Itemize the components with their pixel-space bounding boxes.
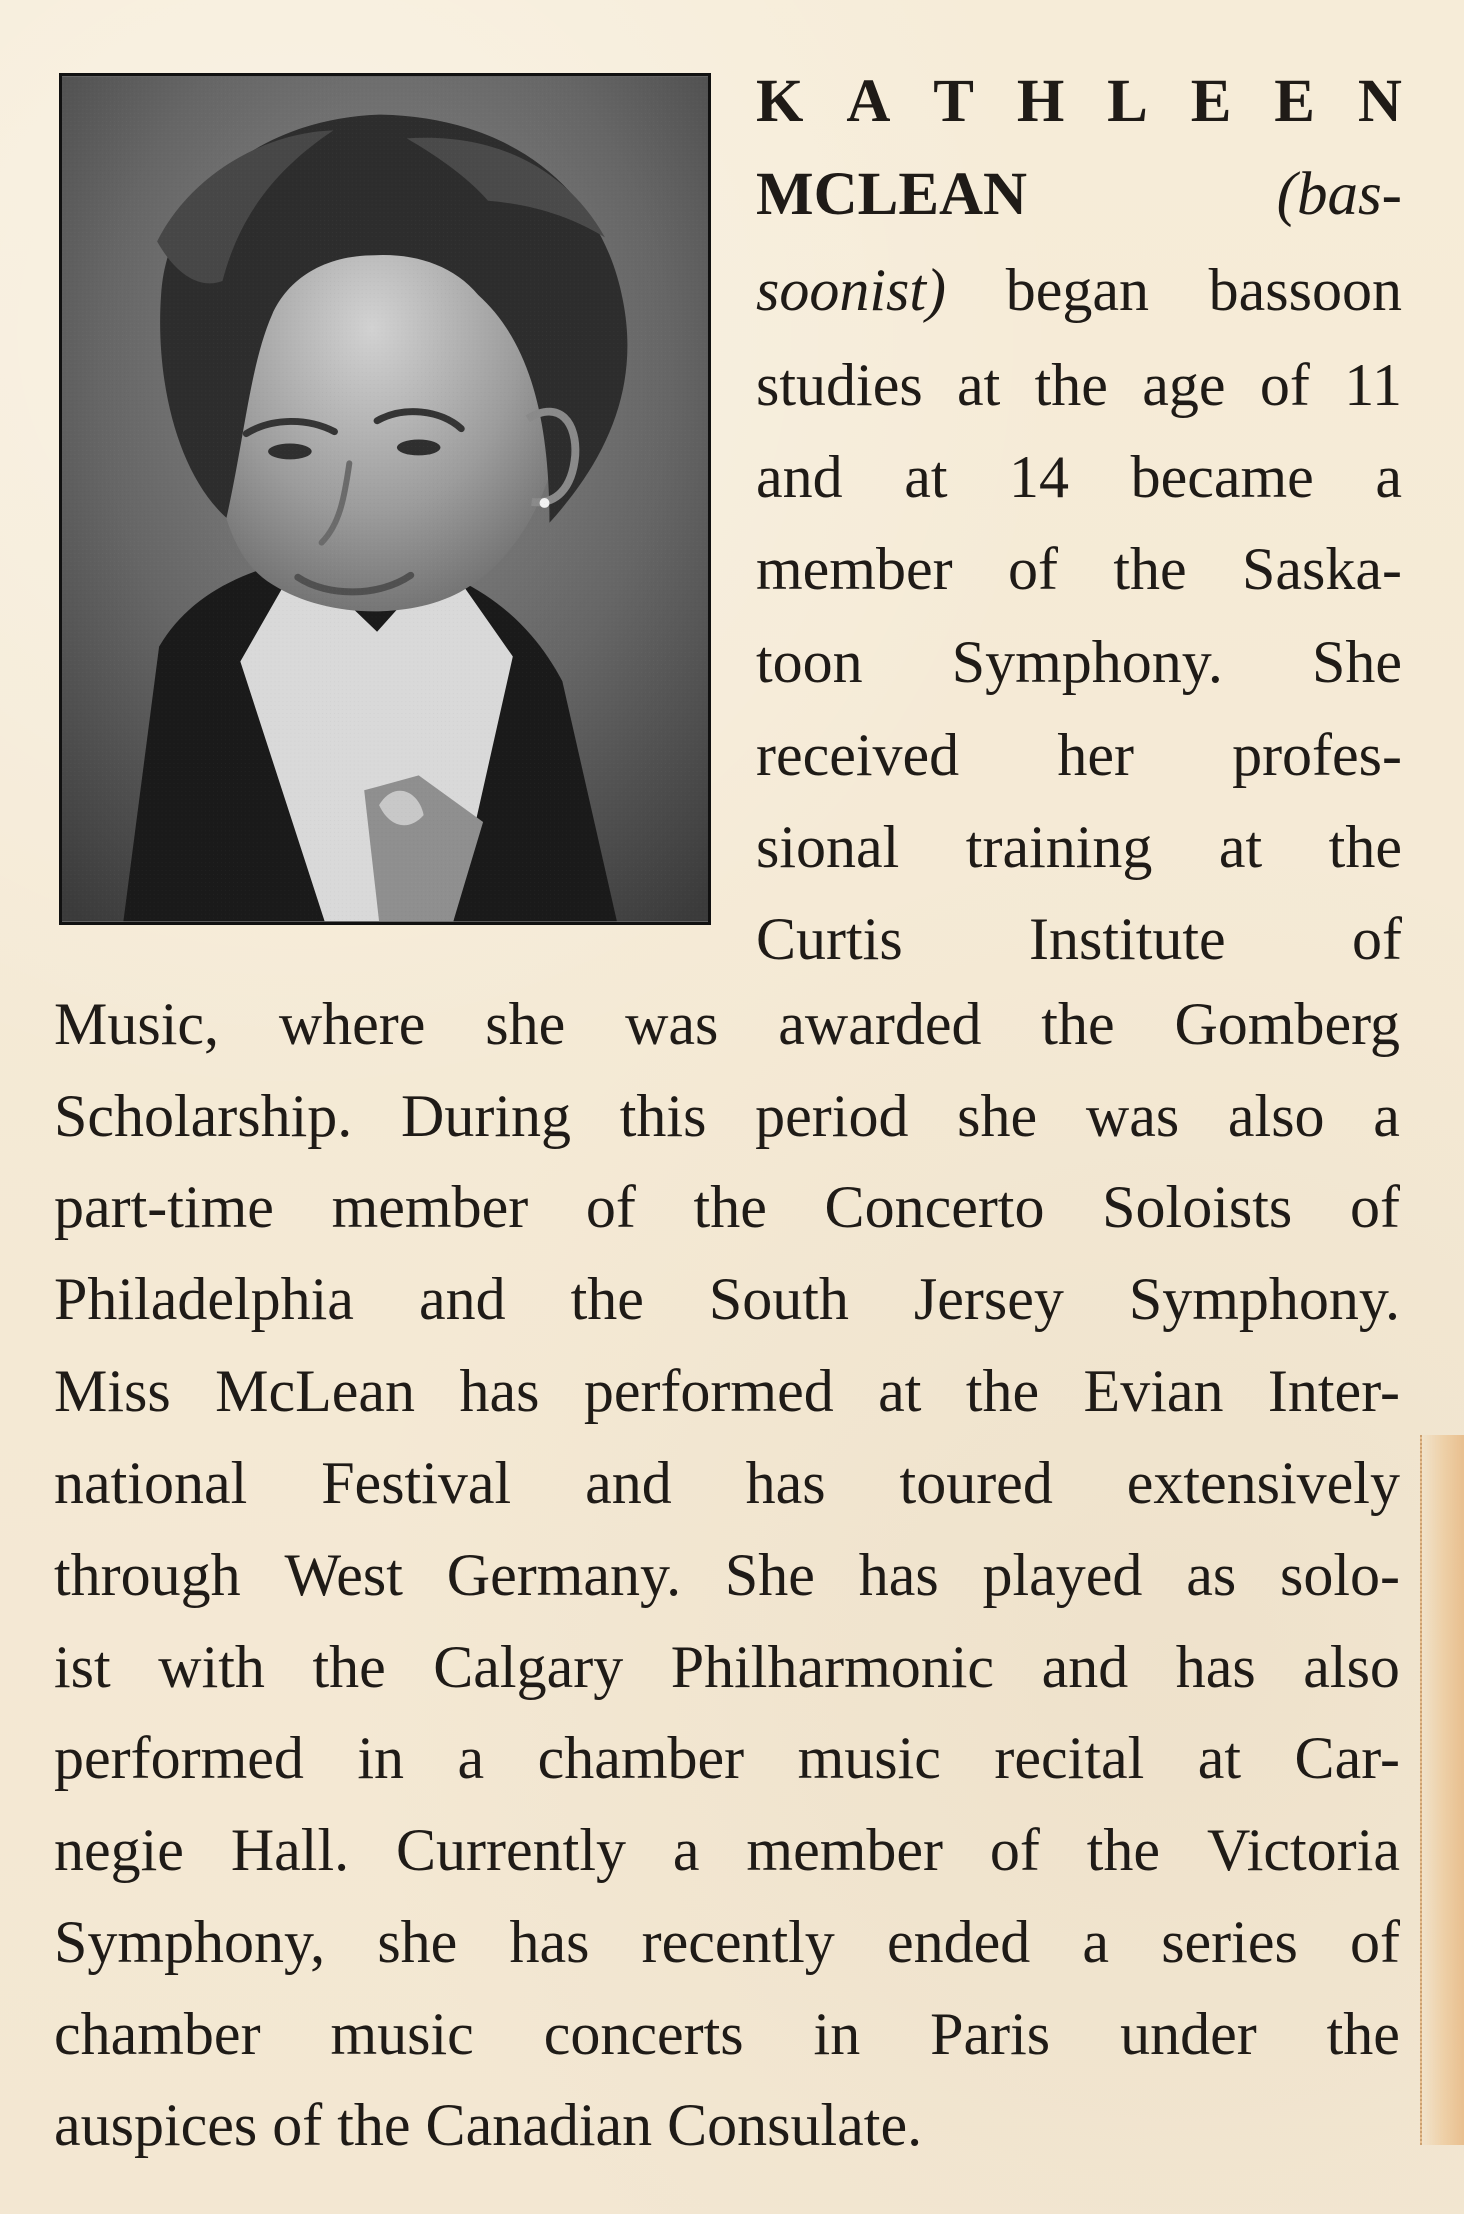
line-17-word: Car-: [1294, 1725, 1400, 1791]
line-14-word: has: [745, 1450, 826, 1516]
line-15-word: solo-: [1279, 1542, 1400, 1608]
biography-line-7: [756, 814, 1402, 880]
biography-line-15: [54, 1542, 1400, 1608]
line-19-word: a: [1082, 1909, 1110, 1975]
line-20-word: in: [813, 2001, 861, 2067]
line-6-word: received: [756, 722, 960, 788]
line-15-word: has: [858, 1542, 939, 1608]
biography-line-17: [54, 1725, 1400, 1791]
line-20-word: the: [1326, 2001, 1400, 2067]
line-16-word: Philharmonic: [670, 1634, 995, 1700]
biography-line-21: auspices of the Canadian Consulate.: [54, 2092, 923, 2158]
line-20-word: Paris: [930, 2001, 1051, 2067]
line-18-word: Currently: [396, 1817, 626, 1883]
line-18-word: Victoria: [1206, 1817, 1400, 1883]
line-2-word: at: [957, 352, 1001, 418]
line-1-word: began: [1005, 257, 1149, 323]
line-4-word: member: [756, 536, 953, 602]
line-2-word: age: [1142, 352, 1226, 418]
line-14-word: national: [54, 1450, 248, 1516]
line-5-word: Symphony.: [951, 629, 1223, 695]
line-10-word: a: [1373, 1083, 1400, 1149]
line-16-word: and: [1041, 1634, 1129, 1700]
line-1-role-fragment: soonist): [756, 257, 947, 323]
line-2-word: 11: [1344, 352, 1402, 418]
line-10-word: this: [619, 1083, 707, 1149]
line-13-word: Evian: [1083, 1358, 1224, 1424]
line-16-word: ist: [54, 1634, 111, 1700]
line-6-word: profes-: [1232, 722, 1402, 788]
line-11-word: of: [1349, 1174, 1400, 1240]
line-16-word: Calgary: [433, 1634, 624, 1700]
line-3-word: a: [1375, 444, 1402, 510]
role-heading: (bas-: [1276, 161, 1402, 228]
line-10-word: Scholarship.: [54, 1083, 353, 1149]
line-15-word: through: [54, 1542, 241, 1608]
first-name-letter: L: [1107, 68, 1148, 135]
line-17-word: chamber: [537, 1725, 745, 1791]
line-2-word: of: [1259, 352, 1310, 418]
line-12-word: the: [570, 1266, 644, 1332]
biography-line-3: [756, 444, 1402, 510]
line-19-word: of: [1349, 1909, 1400, 1975]
biography-line-5: [756, 629, 1402, 695]
line-12-word: Philadelphia: [54, 1266, 354, 1332]
biography-line-11: [54, 1174, 1400, 1240]
line-8-word: of: [1352, 906, 1402, 972]
line-18-word: Hall.: [230, 1817, 350, 1883]
line-10-word: During: [401, 1083, 572, 1149]
line-11-word: Concerto: [824, 1174, 1045, 1240]
line-14-word: Festival: [321, 1450, 512, 1516]
line-3-word: became: [1130, 444, 1314, 510]
line-17-word: performed: [54, 1725, 304, 1791]
line-11-word: of: [585, 1174, 636, 1240]
line-1-word: bassoon: [1208, 257, 1402, 323]
line-11-word: Soloists: [1102, 1174, 1293, 1240]
line-9-word: awarded: [778, 991, 982, 1057]
line-18-word: the: [1086, 1817, 1161, 1883]
line-6-word: her: [1057, 722, 1134, 788]
line-13-word: Miss: [54, 1358, 171, 1424]
line-17-word: in: [357, 1725, 405, 1791]
line-3-word: 14: [1009, 444, 1070, 510]
first-name-letter: T: [933, 68, 974, 135]
line-19-word: she: [377, 1909, 458, 1975]
line-18-word: of: [989, 1817, 1040, 1883]
line-20-word: music: [330, 2001, 474, 2067]
line-14-word: extensively: [1126, 1450, 1400, 1516]
line-5-word: She: [1311, 629, 1402, 695]
line-4-word: the: [1113, 536, 1187, 602]
line-9-word: where: [278, 991, 426, 1057]
line-16-word: with: [158, 1634, 265, 1700]
line-4-word: of: [1007, 536, 1058, 602]
line-9-word: the: [1041, 991, 1115, 1057]
line-18-word: member: [746, 1817, 943, 1883]
page-edge-stain: [1420, 1435, 1464, 2145]
line-19-word: recently: [641, 1909, 835, 1975]
line-7-word: sional: [756, 814, 900, 880]
line-16-word: has: [1175, 1634, 1256, 1700]
line-13-word: Inter-: [1267, 1358, 1400, 1424]
biography-line-19: [54, 1909, 1400, 1975]
first-name-letter: A: [846, 68, 891, 135]
line-16-word: also: [1303, 1634, 1400, 1700]
line-17-word: a: [457, 1725, 485, 1791]
first-name-heading: [756, 68, 1402, 135]
line-10-word: also: [1227, 1083, 1325, 1149]
portrait-illustration: [62, 76, 708, 922]
biography-line-8: [756, 906, 1402, 972]
line-13-word: performed: [583, 1358, 834, 1424]
first-name-letter: E: [1274, 68, 1315, 135]
line-16-word: the: [312, 1634, 386, 1700]
line-15-word: played: [982, 1542, 1143, 1608]
line-10-word: was: [1085, 1083, 1180, 1149]
line-20-word: under: [1120, 2001, 1257, 2067]
line-19-word: has: [509, 1909, 590, 1975]
biography-line-20: [54, 2001, 1400, 2067]
biography-line-12: [54, 1266, 1400, 1332]
line-9-word: Music,: [54, 991, 219, 1057]
biography-line-18: [54, 1817, 1400, 1883]
line-14-word: toured: [899, 1450, 1053, 1516]
line-13-word: McLean: [215, 1358, 416, 1424]
line-12-word: South: [708, 1266, 849, 1332]
line-20-word: concerts: [543, 2001, 744, 2067]
line-5-word: toon: [756, 629, 863, 695]
biography-line-1: [756, 257, 1402, 323]
line-19-word: Symphony,: [54, 1909, 326, 1975]
line-17-word: music: [797, 1725, 941, 1791]
line-15-word: Germany.: [446, 1542, 682, 1608]
line-2-word: the: [1034, 352, 1108, 418]
line-13-word: at: [878, 1358, 922, 1424]
line-7-word: training: [965, 814, 1153, 880]
line-3-word: and: [756, 444, 843, 510]
line-7-word: at: [1218, 814, 1263, 880]
line-7-word: the: [1328, 814, 1402, 880]
last-name-heading: MCLEAN: [756, 161, 1028, 228]
line-10-word: period: [755, 1083, 909, 1149]
biography-line-16: [54, 1634, 1400, 1700]
biography-line-9: [54, 991, 1400, 1057]
biography-line-14: [54, 1450, 1400, 1516]
line-4-word: Saska-: [1242, 536, 1402, 602]
biography-line-10: [54, 1083, 1400, 1149]
first-name-letter: H: [1016, 68, 1065, 135]
line-2-word: studies: [756, 352, 923, 418]
line-14-word: and: [585, 1450, 672, 1516]
line-15-word: West: [284, 1542, 403, 1608]
line-13-word: has: [459, 1358, 540, 1424]
line-17-word: recital: [994, 1725, 1145, 1791]
line-9-word: Gomberg: [1174, 991, 1400, 1057]
line-10-word: she: [957, 1083, 1038, 1149]
line-11-word: the: [693, 1174, 767, 1240]
line-8-word: Institute: [1029, 906, 1226, 972]
line-18-word: negie: [54, 1817, 184, 1883]
portrait-photo: [59, 73, 711, 925]
line-19-word: ended: [886, 1909, 1031, 1975]
biography-line-13: [54, 1358, 1400, 1424]
line-13-word: the: [965, 1358, 1040, 1424]
line-11-word: member: [331, 1174, 529, 1240]
line-9-word: was: [625, 991, 719, 1057]
line-3-word: at: [904, 444, 948, 510]
line-9-word: she: [485, 991, 566, 1057]
line-17-word: at: [1197, 1725, 1242, 1791]
line-15-word: as: [1186, 1542, 1237, 1608]
line-15-word: She: [724, 1542, 815, 1608]
first-name-letter: N: [1357, 68, 1402, 135]
biography-line-6: [756, 722, 1402, 788]
first-name-letter: E: [1190, 68, 1232, 135]
first-name-letter: K: [756, 68, 804, 135]
line-11-word: part-time: [54, 1174, 274, 1240]
biography-line-4: [756, 536, 1402, 602]
line-12-word: and: [418, 1266, 506, 1332]
line-19-word: series: [1161, 1909, 1298, 1975]
line-18-word: a: [672, 1817, 700, 1883]
line-20-word: chamber: [54, 2001, 261, 2067]
line-12-word: Jersey: [913, 1266, 1064, 1332]
line-12-word: Symphony.: [1128, 1266, 1400, 1332]
line-8-word: Curtis: [756, 906, 903, 972]
name-role-heading-row: [756, 161, 1402, 244]
biography-line-2: [756, 352, 1402, 418]
